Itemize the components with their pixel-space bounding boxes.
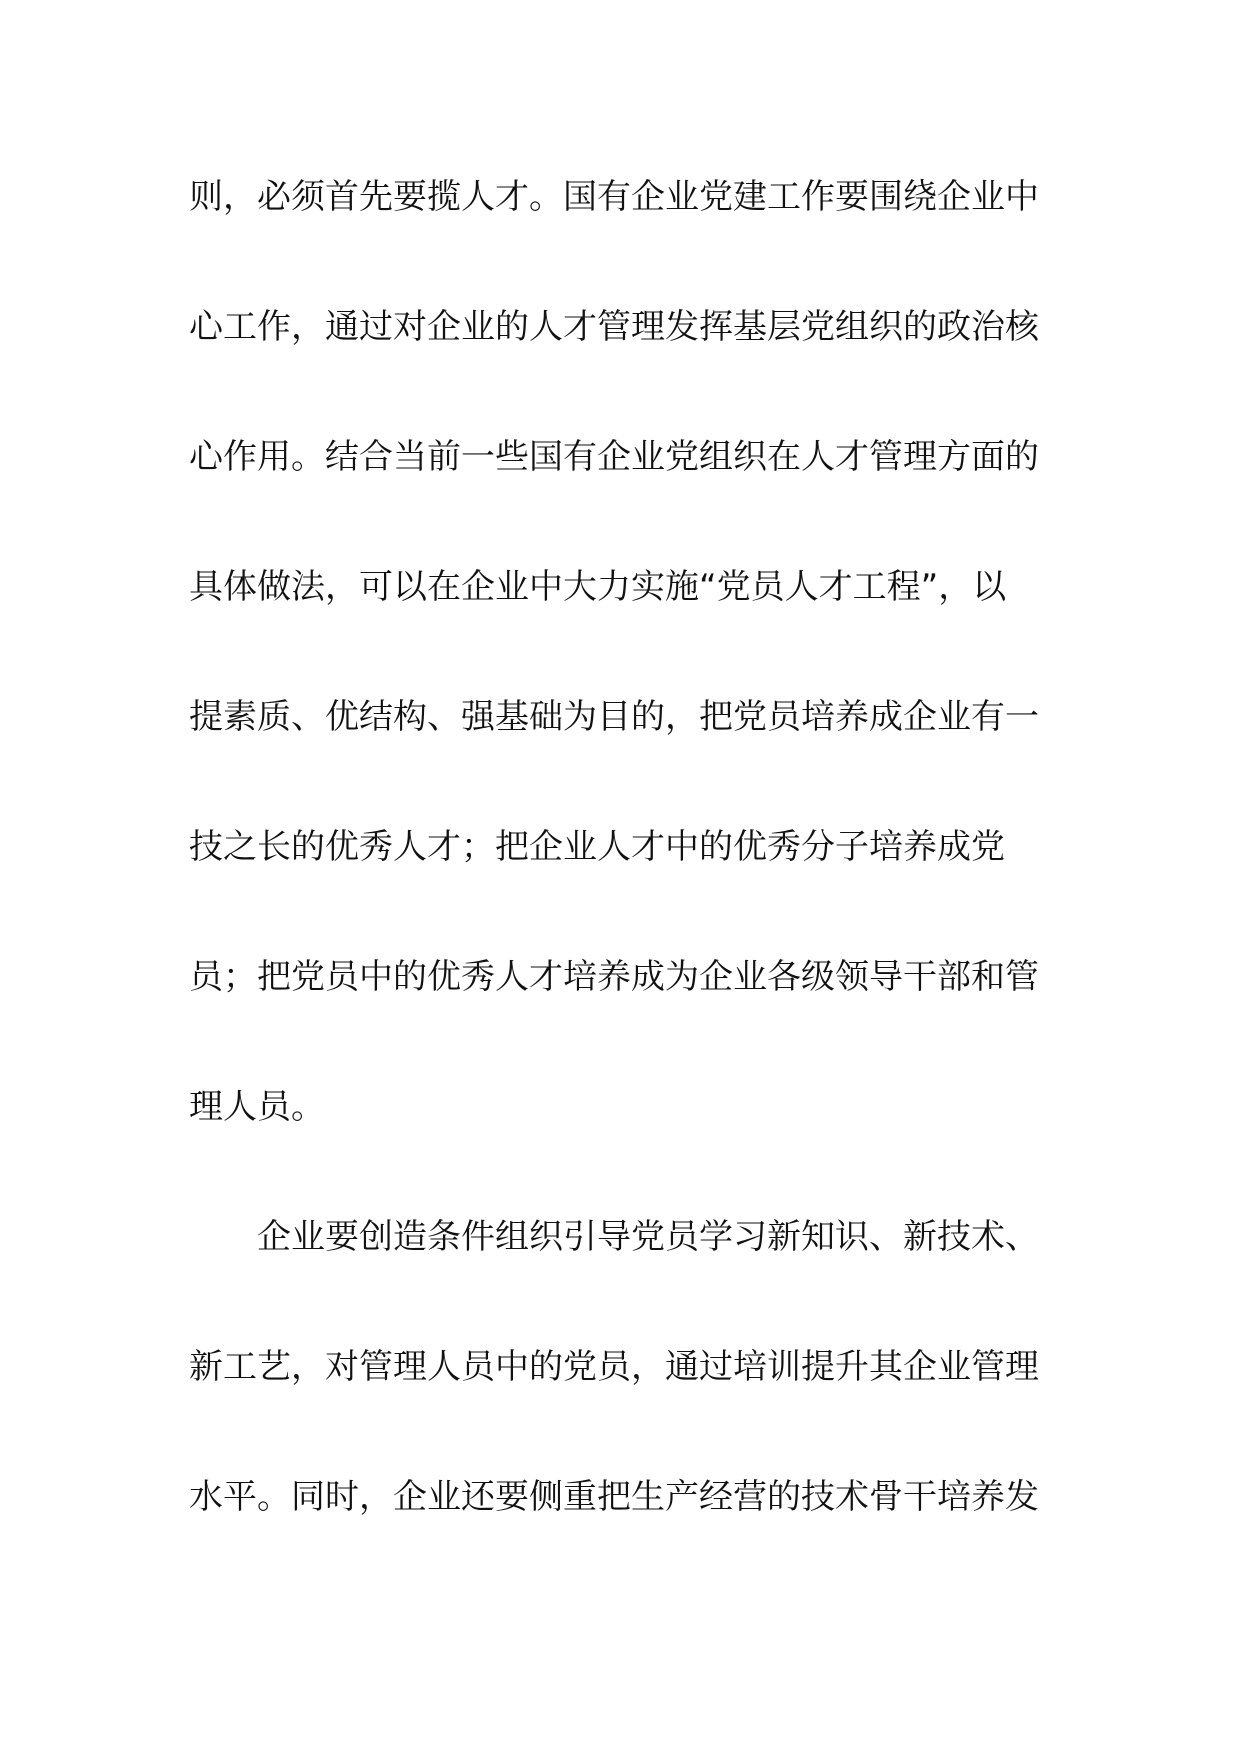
text-line: 具体做法，可以在企业中大力实施“党员人才工程”，以 xyxy=(189,567,1007,607)
text-line: 心工作，通过对企业的人才管理发挥基层党组织的政治核 xyxy=(189,307,1039,347)
text-line: 员；把党员中的优秀人才培养成为企业各级领导干部和管 xyxy=(189,957,1039,997)
text-line: 企业要创造条件组织引导党员学习新知识、新技术、 xyxy=(189,1217,1039,1257)
text-line: 水平。同时，企业还要侧重把生产经营的技术骨干培养发 xyxy=(189,1477,1039,1517)
text-line: 则，必须首先要揽人才。国有企业党建工作要围绕企业中 xyxy=(189,177,1039,217)
text-line: 理人员。 xyxy=(189,1087,325,1127)
text-line: 提素质、优结构、强基础为目的，把党员培养成企业有一 xyxy=(189,697,1039,737)
text-line: 新工艺，对管理人员中的党员，通过培训提升其企业管理 xyxy=(189,1347,1039,1387)
text-line: 心作用。结合当前一些国有企业党组织在人才管理方面的 xyxy=(189,437,1039,477)
text-line: 技之长的优秀人才；把企业人才中的优秀分子培养成党 xyxy=(189,827,1005,867)
